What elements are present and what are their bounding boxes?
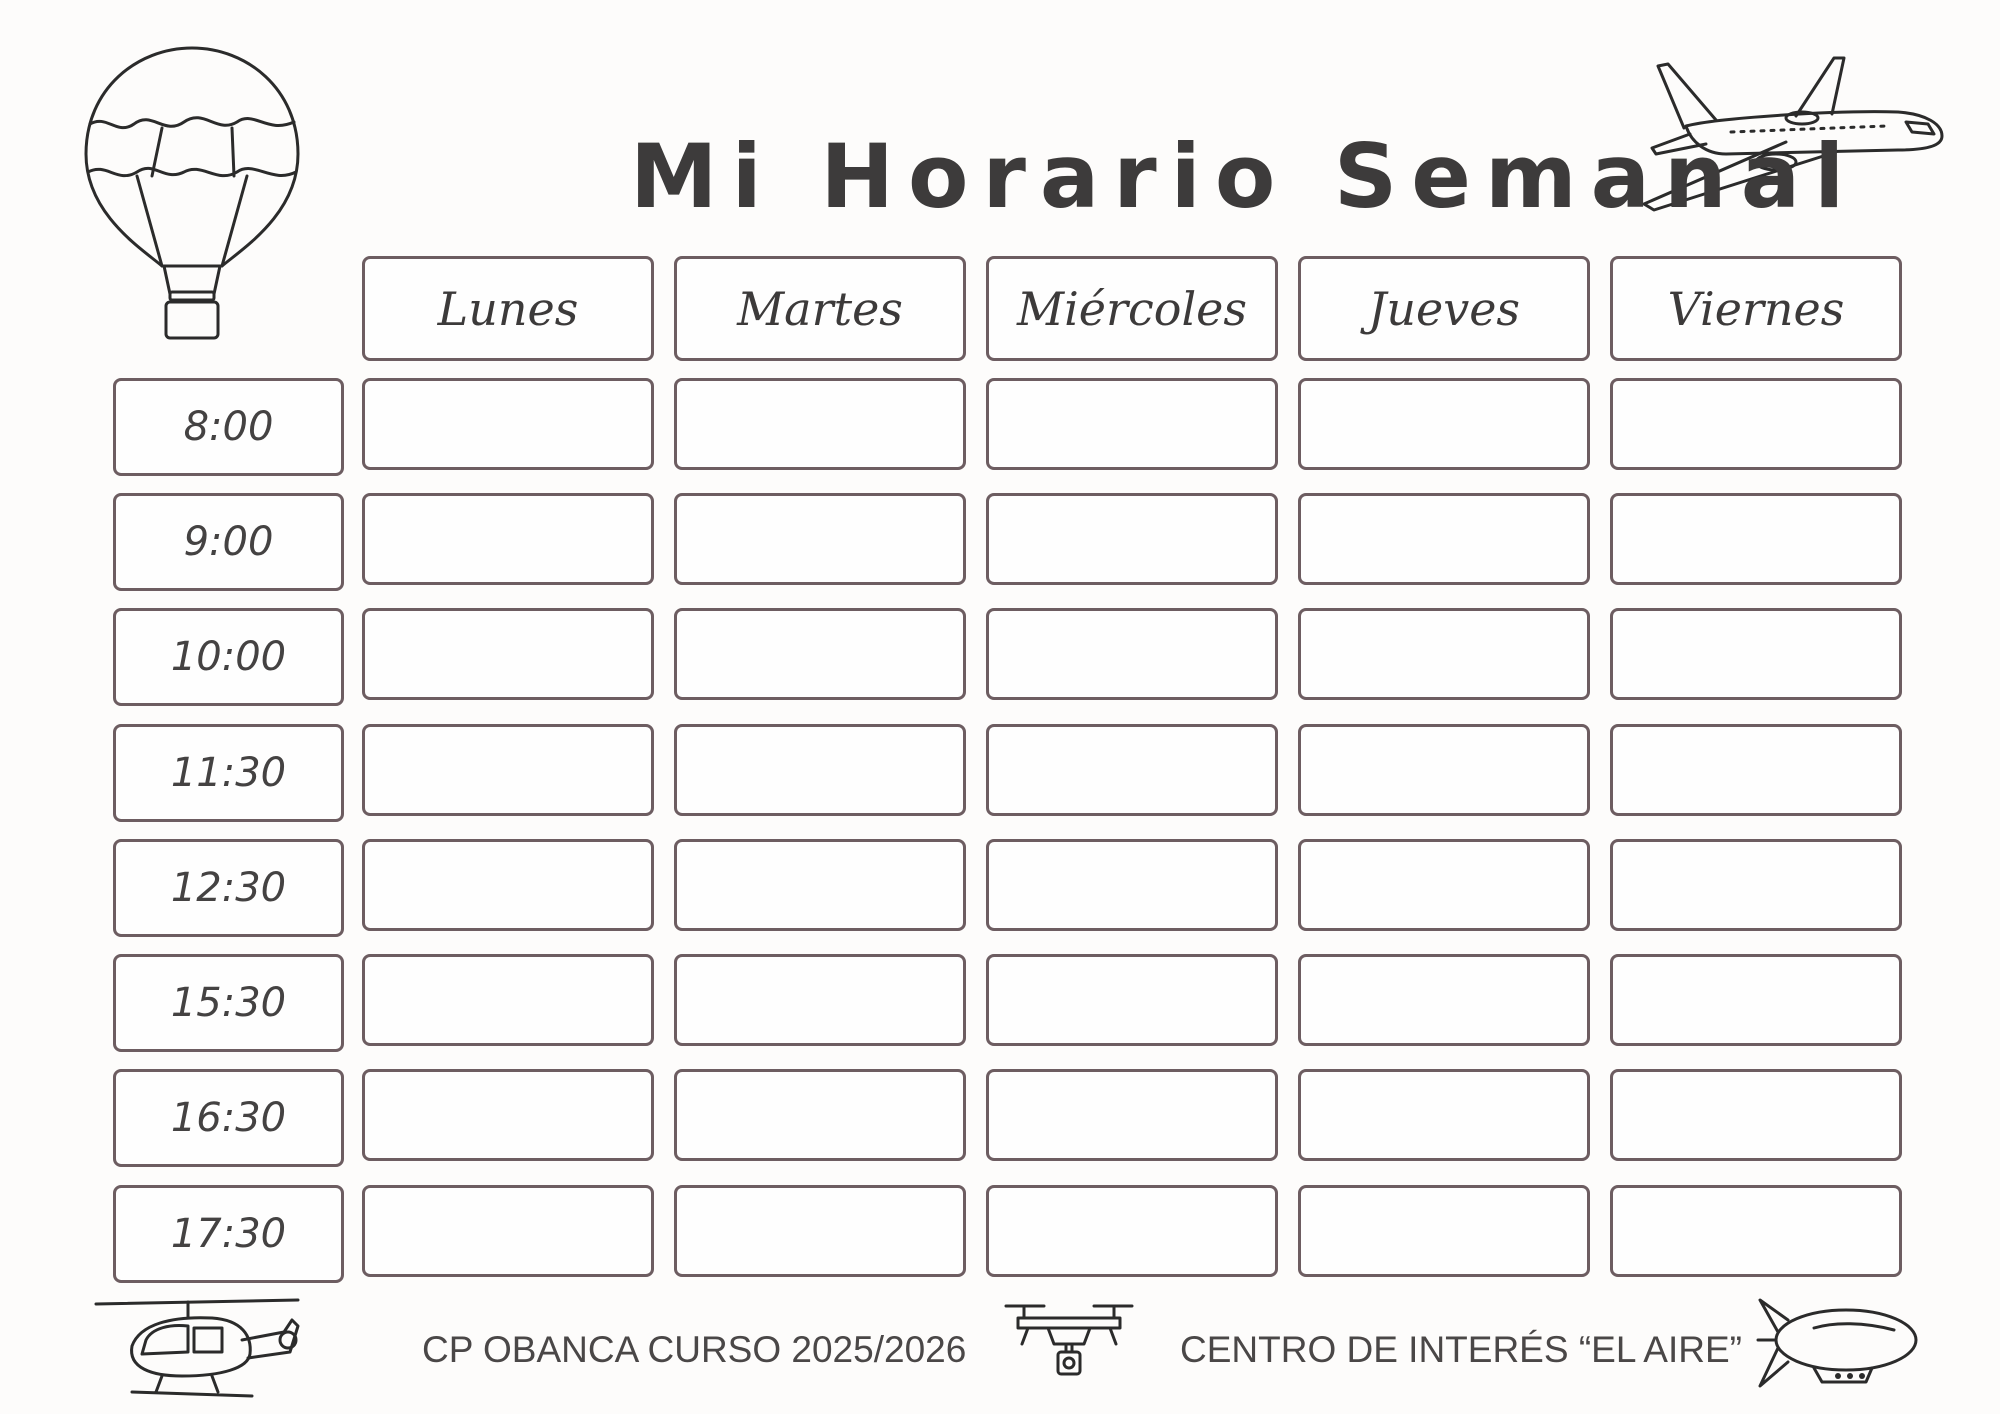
schedule-cell[interactable]	[986, 378, 1278, 470]
schedule-cell[interactable]	[674, 378, 966, 470]
schedule-cell[interactable]	[1298, 724, 1590, 816]
schedule-cell[interactable]	[362, 1185, 654, 1277]
schedule-cell[interactable]	[674, 608, 966, 700]
schedule-cell[interactable]	[1298, 1185, 1590, 1277]
schedule-cell[interactable]	[986, 493, 1278, 585]
schedule-cell[interactable]	[362, 954, 654, 1046]
day-header-lunes: Lunes	[362, 256, 654, 361]
schedule-cell[interactable]	[1610, 608, 1902, 700]
schedule-cell[interactable]	[362, 378, 654, 470]
schedule-cell[interactable]	[674, 493, 966, 585]
schedule-cell[interactable]	[362, 608, 654, 700]
time-label: 11:30	[113, 724, 344, 822]
time-label: 8:00	[113, 378, 344, 476]
day-header-jueves: Jueves	[1298, 256, 1590, 361]
schedule-cell[interactable]	[1298, 493, 1590, 585]
schedule-cell[interactable]	[986, 1069, 1278, 1161]
schedule-cell[interactable]	[1298, 378, 1590, 470]
footer-center: CENTRO DE INTERÉS “EL AIRE”	[1180, 1329, 1742, 1370]
day-header-miercoles: Miércoles	[986, 256, 1278, 361]
time-label: 9:00	[113, 493, 344, 591]
schedule-cell[interactable]	[986, 954, 1278, 1046]
helicopter-icon	[92, 1296, 304, 1402]
schedule-cell[interactable]	[362, 493, 654, 585]
schedule-cell[interactable]	[674, 1185, 966, 1277]
schedule-cell[interactable]	[362, 724, 654, 816]
schedule-cell[interactable]	[1610, 954, 1902, 1046]
schedule-cell[interactable]	[1610, 1185, 1902, 1277]
day-header-martes: Martes	[674, 256, 966, 361]
schedule-cell[interactable]	[986, 608, 1278, 700]
hot-air-balloon-icon	[82, 44, 302, 344]
schedule-cell[interactable]	[1610, 378, 1902, 470]
schedule-cell[interactable]	[1610, 839, 1902, 931]
time-label: 16:30	[113, 1069, 344, 1167]
schedule-cell[interactable]	[362, 839, 654, 931]
blimp-icon	[1754, 1292, 1918, 1396]
schedule-cell[interactable]	[674, 839, 966, 931]
time-label: 10:00	[113, 608, 344, 706]
schedule-cell[interactable]	[674, 724, 966, 816]
schedule-cell[interactable]	[986, 839, 1278, 931]
schedule-cell[interactable]	[1610, 493, 1902, 585]
schedule-cell[interactable]	[1298, 954, 1590, 1046]
schedule-cell[interactable]	[674, 1069, 966, 1161]
schedule-cell[interactable]	[1298, 608, 1590, 700]
schedule-cell[interactable]	[986, 724, 1278, 816]
footer-school: CP OBANCA CURSO 2025/2026	[422, 1329, 967, 1370]
schedule-cell[interactable]	[1610, 1069, 1902, 1161]
page-title: Mi Horario Semanal	[630, 125, 1859, 228]
time-label: 12:30	[113, 839, 344, 937]
schedule-cell[interactable]	[1298, 839, 1590, 931]
schedule-cell[interactable]	[362, 1069, 654, 1161]
schedule-cell[interactable]	[1298, 1069, 1590, 1161]
time-label: 17:30	[113, 1185, 344, 1283]
schedule-cell[interactable]	[674, 954, 966, 1046]
drone-icon	[1004, 1300, 1134, 1380]
day-header-viernes: Viernes	[1610, 256, 1902, 361]
schedule-cell[interactable]	[986, 1185, 1278, 1277]
schedule-cell[interactable]	[1610, 724, 1902, 816]
time-label: 15:30	[113, 954, 344, 1052]
